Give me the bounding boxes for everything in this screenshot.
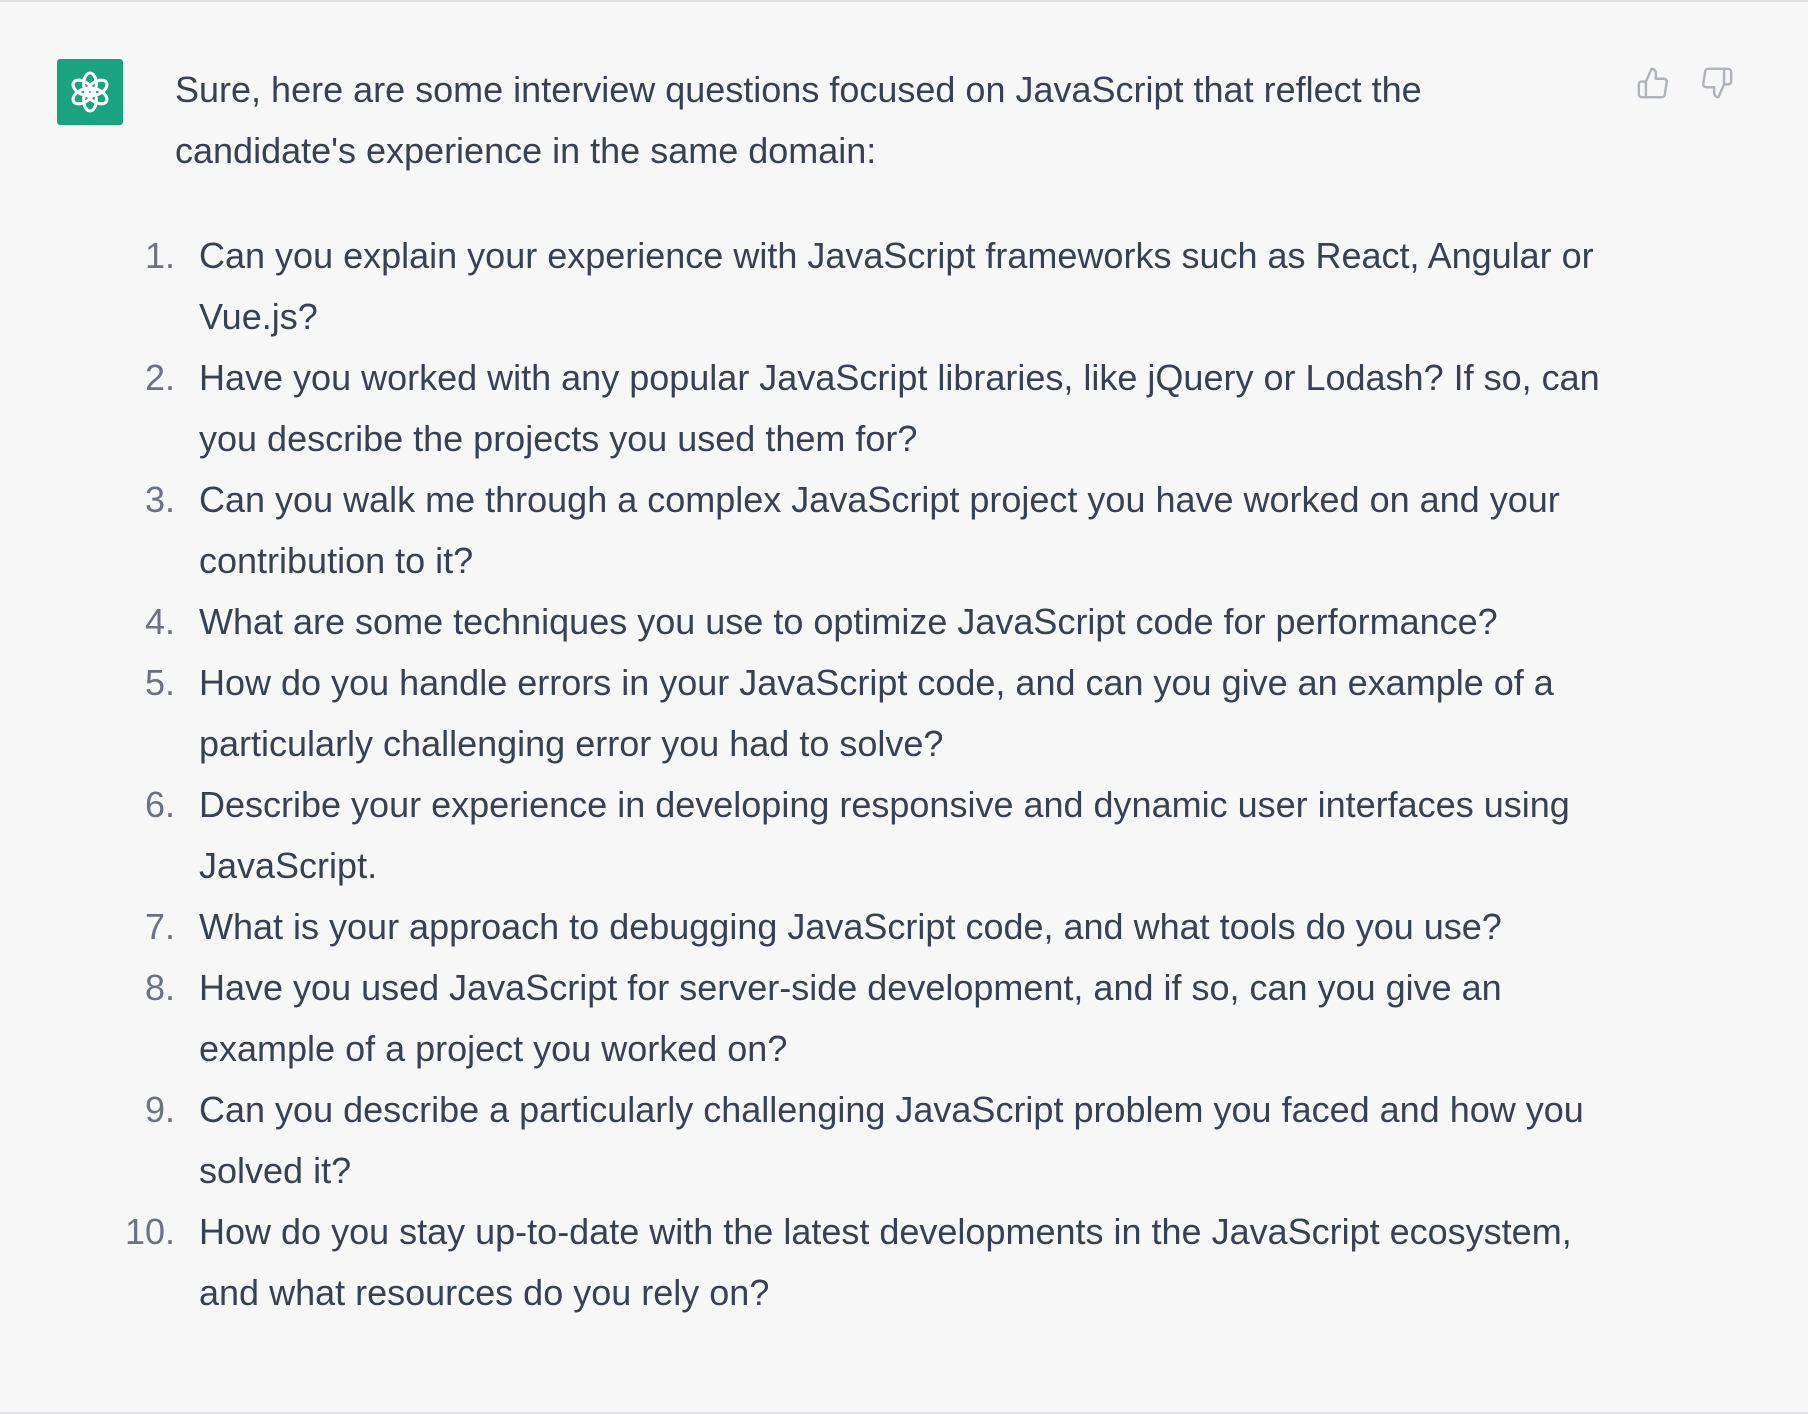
list-item-number: 10. [125,1211,176,1252]
list-item-text: Describe your experience in developing responsive and dynamic user interfaces using JavaScript. [199,784,1570,886]
list-item-text: How do you handle errors in your JavaScript code, and can you give an example of a particularly challenging error you had to solve? [199,662,1554,764]
list-item [144,896,1635,957]
list-item-text: What is your approach to debugging JavaScript code, and what tools do you use? [199,906,1502,947]
list-item [144,774,1635,896]
list-item [144,957,1635,1079]
thumbs-up-icon [1636,64,1670,102]
list-item-text: Can you walk me through a complex JavaScript project you have worked on and your contribution to it? [199,479,1560,581]
list-item-number: 4. [144,601,175,642]
openai-logo-icon [67,69,113,115]
assistant-avatar [57,59,123,125]
message-intro: Sure, here are some interview questions focused on JavaScript that reflect the candidate's experience in the same domain: [175,69,1422,171]
list-item [144,347,1635,469]
list-item [144,1079,1635,1201]
thumbs-up-button[interactable] [1636,64,1670,102]
questions-list [125,225,1635,1323]
list-item-number: 5. [144,662,175,703]
list-item-number: 3. [144,479,175,520]
list-item-number: 6. [144,784,175,825]
list-item [144,225,1635,347]
list-item-text: How do you stay up-to-date with the latest developments in the JavaScript ecosystem, and what resources do you rely on? [199,1211,1572,1313]
list-item-text: Can you explain your experience with JavaScript frameworks such as React, Angular or Vue.js? [199,235,1594,337]
list-item-number: 2. [144,357,175,398]
list-item [144,591,1635,652]
feedback-controls [1636,64,1734,102]
list-item [144,469,1635,591]
list-item-text: What are some techniques you use to optimize JavaScript code for performance? [199,601,1498,642]
list-item-text: Have you used JavaScript for server-side development, and if so, can you give an example of a project you worked on? [199,967,1502,1069]
list-item-number: 1. [144,235,175,276]
list-item-number: 9. [144,1089,175,1130]
list-item-text: Have you worked with any popular JavaScript libraries, like jQuery or Lodash? If so, can you describe the projects you used them for? [199,357,1600,459]
assistant-message [125,59,1635,1323]
list-item-number: 8. [144,967,175,1008]
list-item-text: Can you describe a particularly challenging JavaScript problem you faced and how you solved it? [199,1089,1584,1191]
list-item [144,652,1635,774]
list-item [125,1201,1635,1323]
thumbs-down-icon [1700,64,1734,102]
list-item-number: 7. [144,906,175,947]
thumbs-down-button[interactable] [1700,64,1734,102]
